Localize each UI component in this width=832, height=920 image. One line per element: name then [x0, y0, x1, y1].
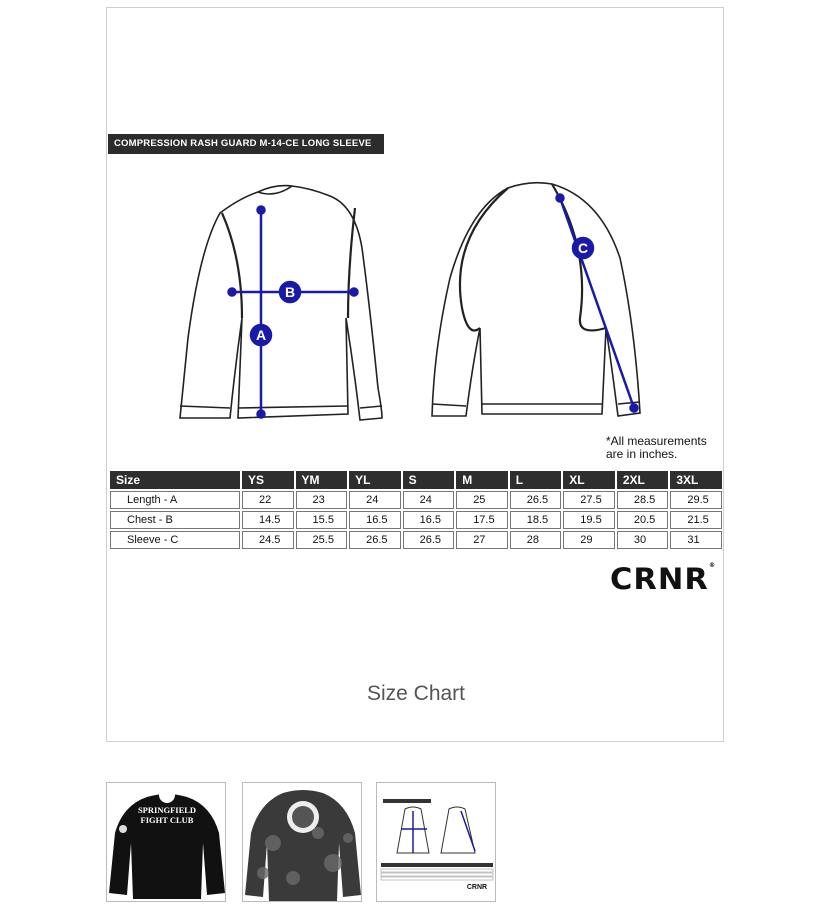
marker-a-label: A	[255, 327, 267, 343]
header-m: M	[456, 471, 508, 489]
table-cell: 22	[242, 491, 294, 509]
table-cell: 18.5	[510, 511, 562, 529]
table-cell: 25.5	[296, 531, 348, 549]
table-cell: 31	[670, 531, 722, 549]
header-3xl: 3XL	[670, 471, 722, 489]
table-cell: 24	[403, 491, 455, 509]
table-cell: 29.5	[670, 491, 722, 509]
note-line-1: *All measurements	[606, 434, 707, 448]
header-size: Size	[110, 471, 240, 489]
table-cell: 29	[563, 531, 615, 549]
table-cell: 30	[617, 531, 669, 549]
thumbnail-back-view[interactable]	[242, 782, 362, 902]
table-cell: 25	[456, 491, 508, 509]
marker-b-label: B	[284, 284, 296, 300]
table-cell: 27	[456, 531, 508, 549]
table-row	[110, 491, 722, 509]
rash-guard-diagram	[150, 168, 670, 438]
table-cell: 19.5	[563, 511, 615, 529]
brand-logo	[610, 562, 716, 596]
thumb-text-2: FIGHT CLUB	[140, 815, 194, 825]
brand-name: CRNR	[610, 562, 709, 596]
table-cell: 16.5	[349, 511, 401, 529]
table-cell: 24	[349, 491, 401, 509]
table-cell: 15.5	[296, 511, 348, 529]
measurement-note	[606, 435, 707, 461]
table-cell: 14.5	[242, 511, 294, 529]
header-xl: XL	[563, 471, 615, 489]
thumb-text-1: SPRINGFIELD	[137, 805, 197, 815]
image-caption: Size Chart	[366, 682, 466, 705]
table-header-row	[110, 471, 722, 489]
table-cell: 28	[510, 531, 562, 549]
thumbnail-front-view[interactable]	[106, 782, 226, 902]
thumb-brand: CRNR	[466, 884, 488, 891]
table-cell: 28.5	[617, 491, 669, 509]
table-row	[110, 511, 722, 529]
table-cell: 26.5	[510, 491, 562, 509]
header-ys: YS	[242, 471, 294, 489]
header-2xl: 2XL	[617, 471, 669, 489]
table-cell: 26.5	[349, 531, 401, 549]
table-cell: 17.5	[456, 511, 508, 529]
header-ym: YM	[296, 471, 348, 489]
header-l: L	[510, 471, 562, 489]
row-label: Chest - B	[110, 511, 240, 529]
table-cell: 20.5	[617, 511, 669, 529]
marker-c-label: C	[577, 240, 589, 256]
row-label: Length - A	[110, 491, 240, 509]
table-row	[110, 531, 722, 549]
chart-title: COMPRESSION RASH GUARD M-14-CE LONG SLEEVE	[108, 134, 384, 154]
table-cell: 24.5	[242, 531, 294, 549]
note-line-2: are in inches.	[606, 447, 678, 461]
table-cell: 26.5	[403, 531, 455, 549]
header-yl: YL	[349, 471, 401, 489]
row-label: Sleeve - C	[110, 531, 240, 549]
thumbnail-size-chart[interactable]	[376, 782, 496, 902]
table-cell: 21.5	[670, 511, 722, 529]
table-cell: 23	[296, 491, 348, 509]
table-cell: 27.5	[563, 491, 615, 509]
table-cell: 16.5	[403, 511, 455, 529]
registered-mark: ®	[708, 562, 717, 569]
size-table	[108, 469, 724, 551]
header-s: S	[403, 471, 455, 489]
